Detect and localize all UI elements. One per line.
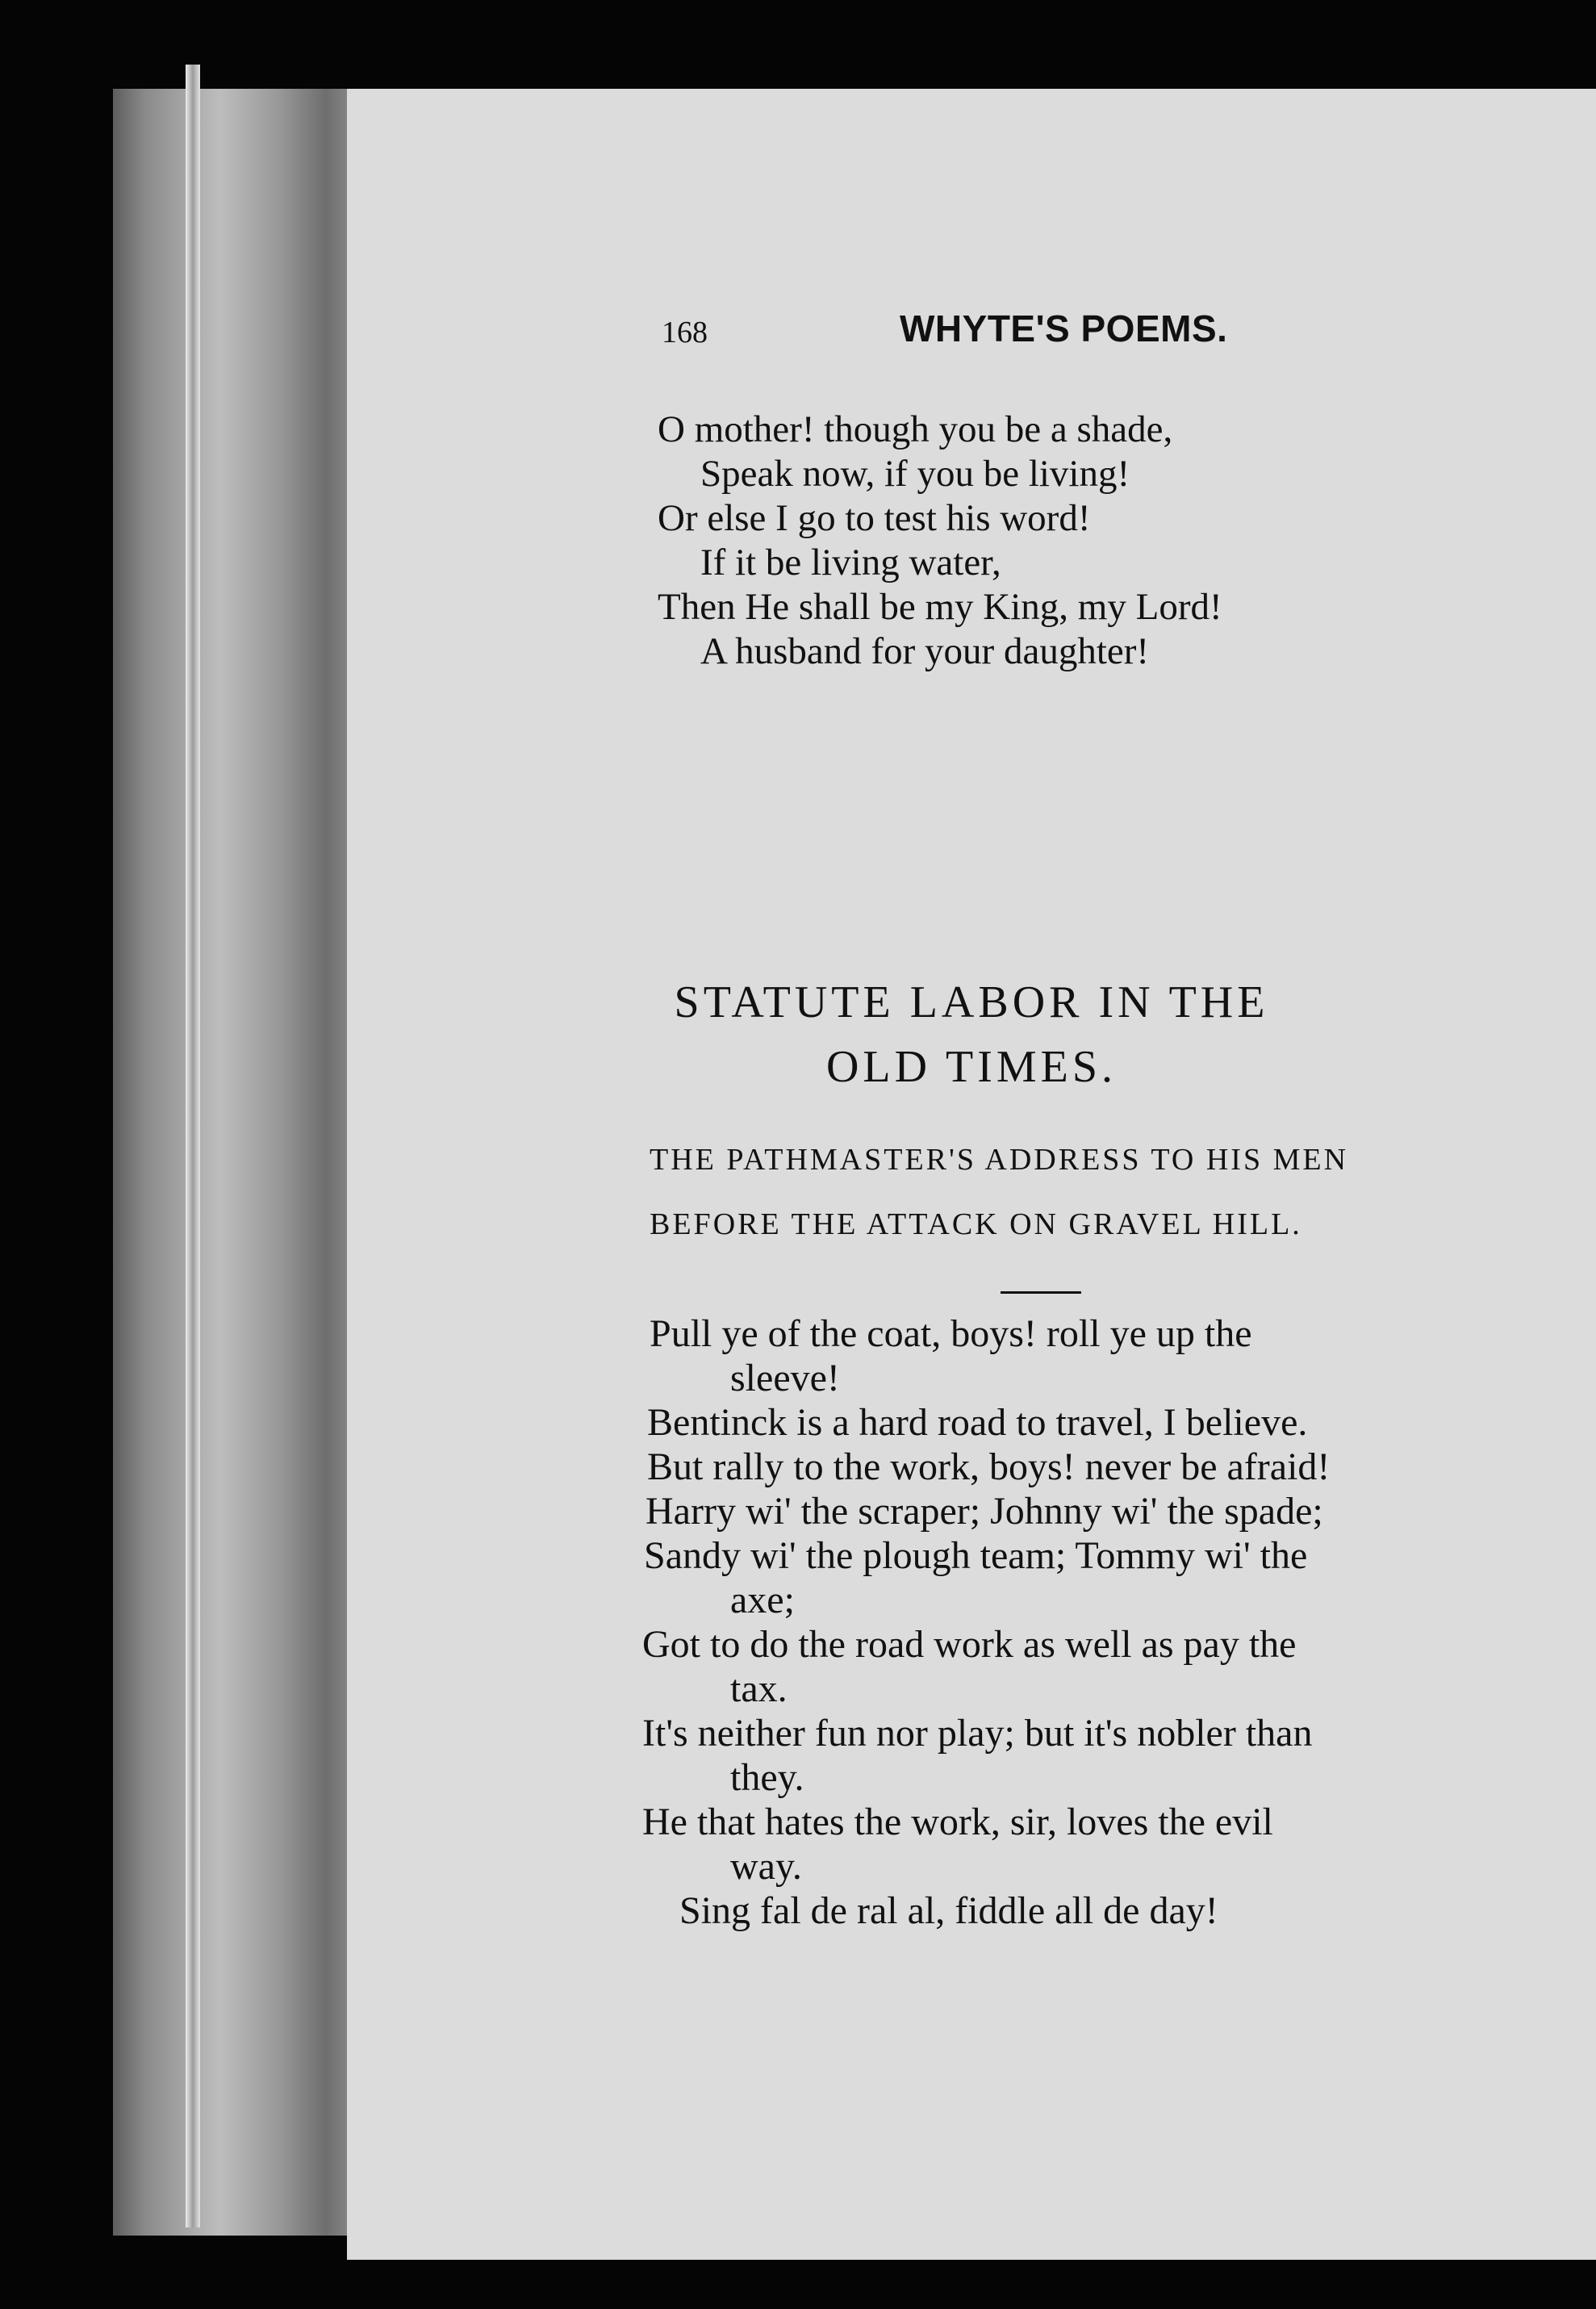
verse-line: Sing fal de ral al, fiddle all de day! xyxy=(679,1889,1218,1932)
book-spine xyxy=(113,89,379,2236)
verse-line: sleeve! xyxy=(730,1357,840,1399)
verse-line: Bentinck is a hard road to travel, I believe. xyxy=(647,1401,1308,1444)
verse-line: Speak now, if you be living! xyxy=(700,453,1130,495)
poem-title-line-2: OLD TIMES. xyxy=(825,1042,1118,1092)
subtitle-line-1: THE PATHMASTER'S ADDRESS TO HIS MEN xyxy=(650,1143,1349,1177)
running-title: WHYTE'S POEMS. xyxy=(900,307,1228,349)
poem-title-line-1: STATUTE LABOR IN THE xyxy=(674,977,1269,1027)
verse-line: axe; xyxy=(730,1579,795,1621)
verse-line: they. xyxy=(730,1756,804,1799)
verse-line: It's neither fun nor play; but it's nobler than xyxy=(642,1712,1313,1755)
verse-line: He that hates the work, sir, loves the evil xyxy=(642,1801,1273,1843)
verse-line: Harry wi' the scraper; Johnny wi' the spade; xyxy=(646,1490,1323,1533)
verse-line: tax. xyxy=(730,1667,788,1710)
book-page xyxy=(347,89,1596,2260)
verse-line: Got to do the road work as well as pay the xyxy=(642,1623,1297,1666)
page-number: 168 xyxy=(662,316,708,349)
verse-line: Or else I go to test his word! xyxy=(658,497,1091,539)
verse-line: way. xyxy=(730,1845,802,1888)
subtitle-line-2: BEFORE THE ATTACK ON GRAVEL HILL. xyxy=(650,1207,1302,1241)
verse-line: A husband for your daughter! xyxy=(700,630,1150,672)
verse-line: O mother! though you be a shade, xyxy=(658,408,1173,450)
running-head xyxy=(347,307,1596,371)
verse-line: Sandy wi' the plough team; Tommy wi' the xyxy=(644,1534,1308,1577)
verse-line: If it be living water, xyxy=(700,542,1001,584)
page-edge xyxy=(186,65,200,2227)
verse-line: Pull ye of the coat, boys! roll ye up the xyxy=(650,1312,1252,1355)
divider-rule xyxy=(1001,1291,1081,1294)
verse-line: But rally to the work, boys! never be afraid! xyxy=(647,1445,1331,1488)
verse-line: Then He shall be my King, my Lord! xyxy=(658,586,1222,628)
